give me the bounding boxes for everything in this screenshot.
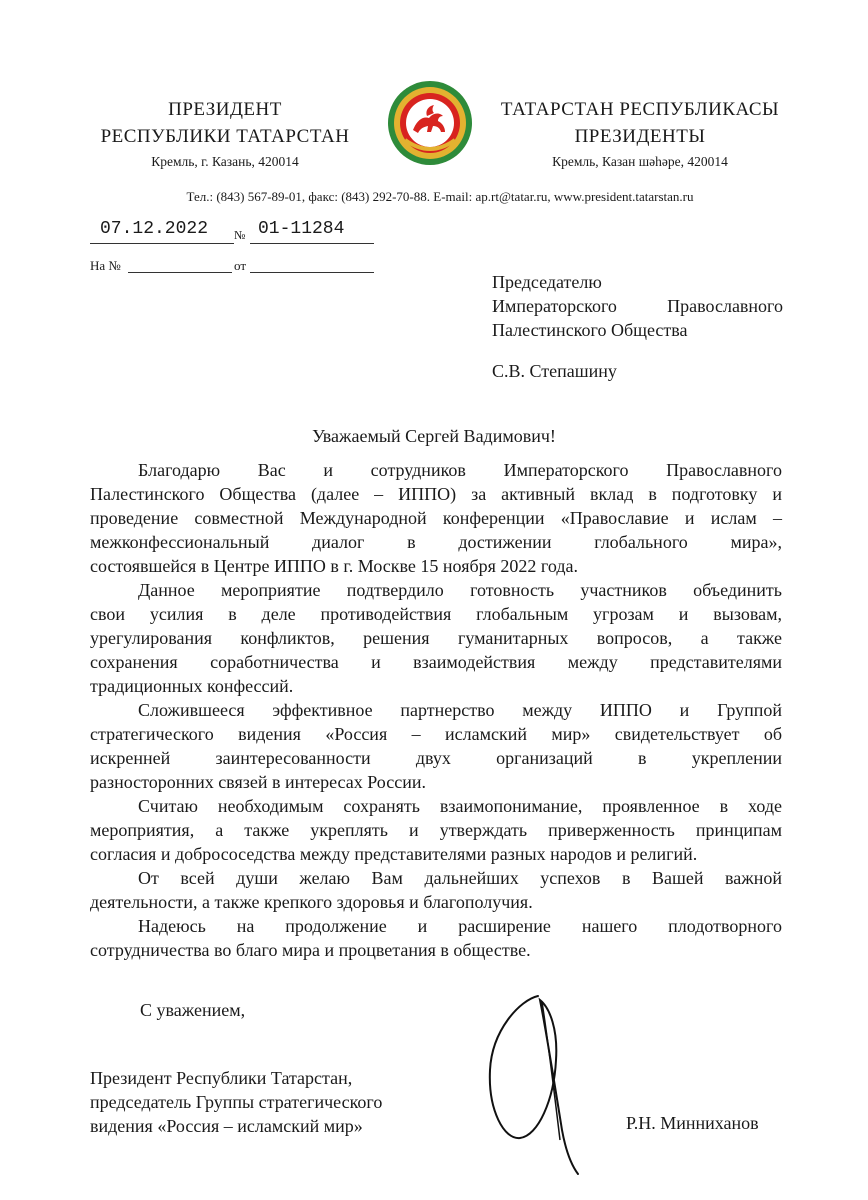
body-paragraph: [90, 866, 782, 914]
reference-label: На №: [90, 258, 121, 273]
registration-number-rule: [250, 243, 374, 244]
addressee-word: Императорского: [492, 296, 617, 316]
signer-position-line-3: видения «Россия – исламский мир»: [90, 1116, 363, 1136]
body-paragraph: [90, 914, 782, 962]
letterhead-title-tt-2: ПРЕЗИДЕНТЫ: [574, 126, 706, 147]
body-paragraph: [90, 794, 782, 866]
body-line: стратегического видения «Россия – исламский мир» свидетельствует об: [90, 724, 782, 744]
letterhead-contacts: Тел.: (843) 567-89-01, факс: (843) 292-70-88. E-mail: ap.rt@tatar.ru, www.president.tatarstan.ru: [186, 189, 694, 204]
body-line: Надеюсь на продолжение и расширение нашего плодотворного: [138, 916, 782, 936]
letterhead-title-ru-1: ПРЕЗИДЕНТ: [168, 99, 282, 120]
body-line: деятельности, а также крепкого здоровья и благополучия.: [90, 892, 533, 912]
reference-number-rule: [128, 272, 232, 273]
body-line: Сложившееся эффективное партнерство между ИППО и Группой: [138, 700, 782, 720]
signer-name: Р.Н. Минниханов: [626, 1113, 759, 1133]
body-line: свои усилия в деле противодействия глобальным угрозам и вызовам,: [90, 604, 782, 624]
signature-block: [90, 1066, 450, 1138]
body-line: традиционных конфессий.: [90, 676, 294, 696]
body-line: сохранения соработничества и взаимодействия между представителями: [90, 652, 782, 672]
body-line: разносторонних связей в интересах России.: [90, 772, 426, 792]
body-line: урегулирования конфликтов, решения гуманитарных вопросов, а также: [90, 628, 782, 648]
handwritten-signature: [480, 990, 590, 1180]
closing: С уважением,: [140, 1000, 246, 1020]
body-line: межконфессиональный диалог в достижении глобального мира»,: [90, 532, 782, 552]
body-line: Благодарю Вас и сотрудников Императорского Православного: [138, 460, 782, 480]
letterhead-left: [80, 96, 370, 172]
registration-date: 07.12.2022: [100, 219, 209, 239]
addressee-line-3: Палестинского Общества: [492, 320, 688, 340]
addressee-word: Православного: [667, 296, 783, 316]
letter-body: [90, 458, 782, 962]
body-paragraph: [90, 578, 782, 698]
letterhead-right: [490, 96, 790, 172]
body-line: мероприятия, а также укреплять и утверждать приверженность принципам: [90, 820, 782, 840]
body-line: Палестинского Общества (далее – ИППО) за активный вклад в подготовку и: [90, 484, 782, 504]
salutation: Уважаемый Сергей Вадимович!: [312, 426, 556, 446]
letterhead-title-ru-2: РЕСПУБЛИКИ ТАТАРСТАН: [100, 126, 350, 147]
body-paragraph: [90, 458, 782, 578]
letterhead-title-tt-1: ТАТАРСТАН РЕСПУБЛИКАСЫ: [500, 99, 780, 120]
body-line: искренней заинтересованности двух организаций в укреплении: [90, 748, 782, 768]
reference-date-rule: [250, 272, 374, 273]
addressee-line-2: [492, 294, 783, 318]
addressee-name: С.В. Степашину: [492, 361, 617, 381]
body-line: согласия и добрососедства между представителями разных народов и религий.: [90, 844, 698, 864]
body-line: проведение совместной Международной конференции «Православие и ислам –: [90, 508, 782, 528]
addressee-line-1: Председателю: [492, 272, 602, 292]
body-line: Считаю необходимым сохранять взаимопонимание, проявленное в ходе: [138, 796, 782, 816]
addressee-block: [492, 270, 812, 342]
registration-number: 01-11284: [258, 219, 345, 239]
registration-date-rule: [90, 243, 234, 244]
signer-position-line-2: председатель Группы стратегического: [90, 1092, 383, 1112]
registration-number-sign: №: [234, 228, 246, 242]
letterhead-address-ru: Кремль, г. Казань, 420014: [151, 154, 299, 169]
body-line: От всей души желаю Вам дальнейших успехов в Вашей важной: [138, 868, 782, 888]
body-paragraph: [90, 698, 782, 794]
signer-position-line-1: Президент Республики Татарстан,: [90, 1068, 353, 1088]
tatarstan-emblem-icon: [387, 80, 473, 166]
body-line: состоявшейся в Центре ИППО в г. Москве 15 ноября 2022 года.: [90, 556, 578, 576]
body-line: сотрудничества во благо мира и процветания в обществе.: [90, 940, 531, 960]
body-line: Данное мероприятие подтвердило готовность участников объединить: [138, 580, 782, 600]
letterhead-address-tt: Кремль, Казан шәһәре, 420014: [552, 154, 728, 169]
reference-from-label: от: [234, 258, 247, 273]
